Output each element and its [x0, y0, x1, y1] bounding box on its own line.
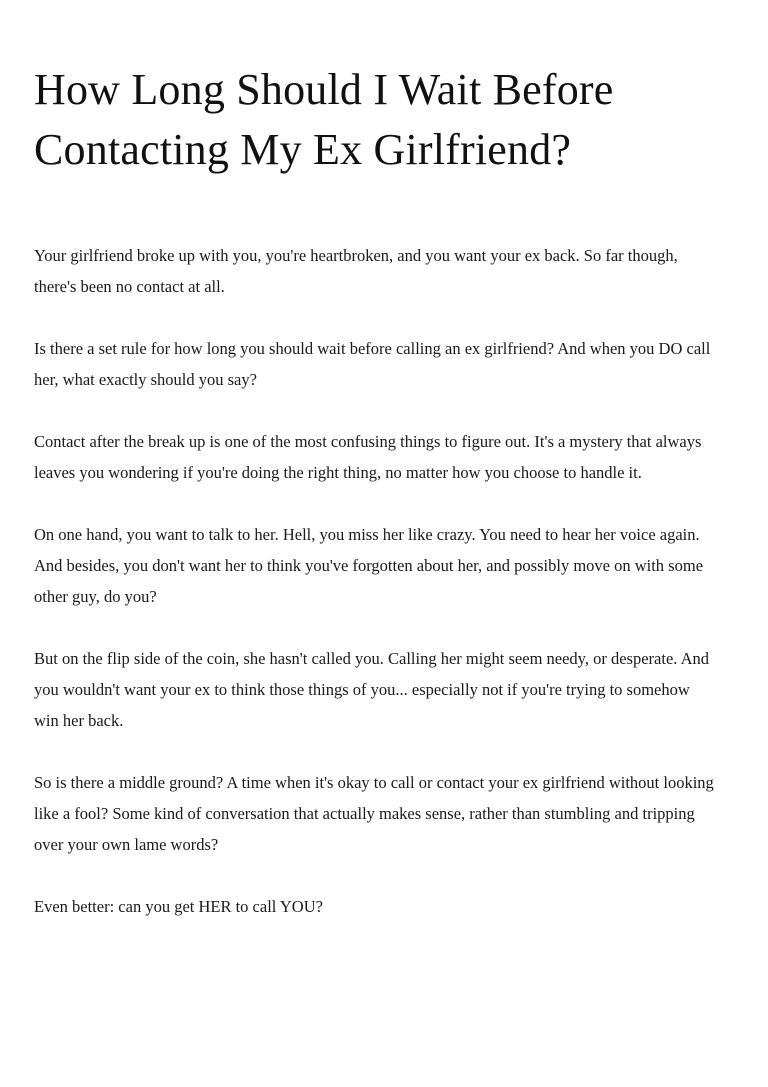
- paragraph: So is there a middle ground? A time when it's okay to call or contact your ex girlfriend without looking like a fool? Some kind of conversation that actually makes sense, rather than stumbling and tripping over your own lame words?: [34, 773, 714, 854]
- paragraph: But on the flip side of the coin, she hasn't called you. Calling her might seem needy, or desperate. And you wouldn't want your ex to think those things of you... especially not if you're trying to somehow win her back.: [34, 649, 710, 730]
- document-page: [34, 60, 714, 953]
- article-body: [34, 240, 714, 922]
- page-title: How Long Should I Wait Before Contacting My Ex Girlfriend?: [34, 65, 614, 174]
- paragraph: On one hand, you want to talk to her. Hell, you miss her like crazy. You need to hear her voice again. And besides, you don't want her to think you've forgotten about her, and possibly move on with some other guy, do you?: [34, 525, 704, 606]
- paragraph: Is there a set rule for how long you should wait before calling an ex girlfriend? And when you DO call her, what exactly should you say?: [34, 339, 711, 389]
- paragraph: Contact after the break up is one of the most confusing things to figure out. It's a mystery that always leaves you wondering if you're doing the right thing, no matter how you choose to handle it.: [34, 432, 702, 482]
- paragraph: Even better: can you get HER to call YOU?: [34, 897, 323, 916]
- paragraph: Your girlfriend broke up with you, you're heartbroken, and you want your ex back. So far though, there's been no contact at all.: [34, 246, 678, 296]
